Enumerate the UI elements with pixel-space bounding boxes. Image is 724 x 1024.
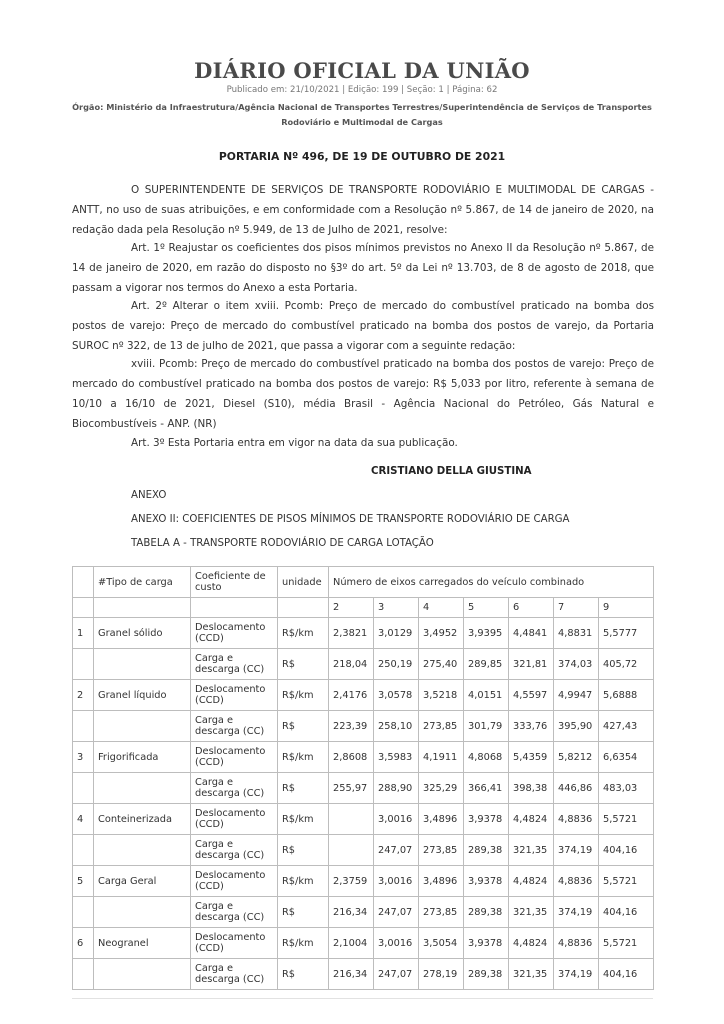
coefficient-value: 4,8831 bbox=[554, 618, 599, 649]
cost-coefficient: Deslocamento (CCD) bbox=[191, 742, 278, 773]
cargo-type bbox=[94, 835, 191, 866]
unit: R$ bbox=[278, 649, 329, 680]
coefficient-value: 3,0016 bbox=[374, 866, 419, 897]
unit: R$ bbox=[278, 959, 329, 990]
coefficient-value: 273,85 bbox=[419, 897, 464, 928]
table-header-row bbox=[73, 567, 654, 598]
row-number: 6 bbox=[73, 928, 94, 959]
coefficient-value: 2,3821 bbox=[329, 618, 374, 649]
coefficient-value: 4,8836 bbox=[554, 866, 599, 897]
coefficient-value: 5,5721 bbox=[599, 928, 654, 959]
coefficient-value: 321,81 bbox=[509, 649, 554, 680]
coefficient-value: 3,4896 bbox=[419, 804, 464, 835]
coefficient-value: 405,72 bbox=[599, 649, 654, 680]
coefficient-value: 275,40 bbox=[419, 649, 464, 680]
row-number bbox=[73, 773, 94, 804]
cost-coefficient: Carga e descarga (CC) bbox=[191, 897, 278, 928]
coefficient-value: 374,19 bbox=[554, 897, 599, 928]
coefficient-value: 5,5721 bbox=[599, 804, 654, 835]
coefficient-value: 3,0578 bbox=[374, 680, 419, 711]
coefficient-value: 288,90 bbox=[374, 773, 419, 804]
coefficient-value: 301,79 bbox=[464, 711, 509, 742]
cargo-type bbox=[94, 773, 191, 804]
coefficient-value: 247,07 bbox=[374, 835, 419, 866]
coefficient-value: 3,9378 bbox=[464, 804, 509, 835]
unit: R$/km bbox=[278, 804, 329, 835]
axle-count: 2 bbox=[329, 598, 374, 618]
axle-count: 4 bbox=[419, 598, 464, 618]
table-row bbox=[73, 897, 654, 928]
coefficient-value: 3,4896 bbox=[419, 866, 464, 897]
cargo-type bbox=[94, 711, 191, 742]
coefficient-value: 333,76 bbox=[509, 711, 554, 742]
coefficient-value: 366,41 bbox=[464, 773, 509, 804]
table-row bbox=[73, 649, 654, 680]
cost-coefficient: Carga e descarga (CC) bbox=[191, 773, 278, 804]
coefficient-value: 250,19 bbox=[374, 649, 419, 680]
coefficient-value: 5,4359 bbox=[509, 742, 554, 773]
coefficient-value: 4,4824 bbox=[509, 928, 554, 959]
coefficient-value: 247,07 bbox=[374, 897, 419, 928]
axle-count: 5 bbox=[464, 598, 509, 618]
unit: R$ bbox=[278, 711, 329, 742]
table-row bbox=[73, 711, 654, 742]
coefficient-value: 4,4824 bbox=[509, 804, 554, 835]
axle-count: 3 bbox=[374, 598, 419, 618]
coefficient-value: 5,5777 bbox=[599, 618, 654, 649]
axles-blank bbox=[191, 598, 278, 618]
coefficient-value: 3,5218 bbox=[419, 680, 464, 711]
signer-name: CRISTIANO DELLA GIUSTINA bbox=[371, 466, 532, 477]
coefficient-value: 446,86 bbox=[554, 773, 599, 804]
coefficient-value: 3,0129 bbox=[374, 618, 419, 649]
coefficient-value: 3,4952 bbox=[419, 618, 464, 649]
row-number: 2 bbox=[73, 680, 94, 711]
table-row bbox=[73, 618, 654, 649]
unit: R$/km bbox=[278, 742, 329, 773]
coefficient-value: 3,5983 bbox=[374, 742, 419, 773]
axle-count: 6 bbox=[509, 598, 554, 618]
axles-blank bbox=[278, 598, 329, 618]
coefficient-value: 404,16 bbox=[599, 835, 654, 866]
table-row bbox=[73, 680, 654, 711]
coefficient-value: 289,38 bbox=[464, 897, 509, 928]
table-row bbox=[73, 742, 654, 773]
coefficient-value: 321,35 bbox=[509, 959, 554, 990]
axle-count: 9 bbox=[599, 598, 654, 618]
cost-coefficient: Carga e descarga (CC) bbox=[191, 959, 278, 990]
table-row bbox=[73, 773, 654, 804]
page-divider bbox=[72, 998, 653, 999]
row-number: 4 bbox=[73, 804, 94, 835]
axles-blank bbox=[94, 598, 191, 618]
cost-coefficient: Carga e descarga (CC) bbox=[191, 711, 278, 742]
cargo-type: Carga Geral bbox=[94, 866, 191, 897]
unit: R$ bbox=[278, 835, 329, 866]
unit: R$/km bbox=[278, 680, 329, 711]
coefficient-value: 4,8836 bbox=[554, 804, 599, 835]
cost-coefficient: Deslocamento (CCD) bbox=[191, 866, 278, 897]
coefficient-value: 4,9947 bbox=[554, 680, 599, 711]
coefficient-value: 258,10 bbox=[374, 711, 419, 742]
coefficient-value: 2,4176 bbox=[329, 680, 374, 711]
cargo-type bbox=[94, 897, 191, 928]
coefficient-value: 255,97 bbox=[329, 773, 374, 804]
article-1-paragraph: Art. 1º Reajustar os coeficientes dos pisos mínimos previstos no Anexo II da Resolução nº 5.867, de 14 de janeiro de 2020, em razão do disposto no §3º do art. 5º da Lei nº 13.703, de 8 de agosto de 2018, que passam a vigorar nos termos do Anexo a esta Portaria. bbox=[72, 242, 654, 294]
anexo-ii-title: ANEXO II: COEFICIENTES DE PISOS MÍNIMOS DE TRANSPORTE RODOVIÁRIO DE CARGA bbox=[131, 514, 570, 525]
coefficient-value: 4,4824 bbox=[509, 866, 554, 897]
portaria-title: PORTARIA Nº 496, DE 19 DE OUTUBRO DE 2021 bbox=[218, 150, 506, 163]
coefficient-value: 404,16 bbox=[599, 959, 654, 990]
cargo-type: Conteinerizada bbox=[94, 804, 191, 835]
table-row bbox=[73, 866, 654, 897]
coefficient-value: 3,0016 bbox=[374, 928, 419, 959]
coefficient-value: 216,34 bbox=[329, 959, 374, 990]
table-row bbox=[73, 835, 654, 866]
unit: R$/km bbox=[278, 866, 329, 897]
cost-coefficient: Deslocamento (CCD) bbox=[191, 928, 278, 959]
cargo-type: Frigorificada bbox=[94, 742, 191, 773]
table-axles-row bbox=[73, 598, 654, 618]
header-tipo: #Tipo de carga bbox=[94, 567, 191, 598]
coefficient-value: 218,04 bbox=[329, 649, 374, 680]
orgao-line: Órgão: Ministério da Infraestrutura/Agência Nacional de Transportes Terrestres/Superintendência de Serviços de Transportes Rodoviário e Multimodal de Cargas bbox=[72, 102, 652, 127]
coefficient-value: 5,5721 bbox=[599, 866, 654, 897]
preamble-paragraph: O SUPERINTENDENTE DE SERVIÇOS DE TRANSPORTE RODOVIÁRIO E MULTIMODAL DE CARGAS - ANTT, no uso de suas atribuições, e em conformidade com a Resolução nº 5.867, de 14 de janeiro de 2020, na redação dada pela Resolução nº 5.949, de 13 de Julho de 2021, resolve: bbox=[72, 184, 654, 236]
unit: R$ bbox=[278, 897, 329, 928]
coefficient-value: 398,38 bbox=[509, 773, 554, 804]
article-3-paragraph: Art. 3º Esta Portaria entra em vigor na data da sua publicação. bbox=[131, 437, 458, 449]
axle-count: 7 bbox=[554, 598, 599, 618]
coefficient-value: 321,35 bbox=[509, 897, 554, 928]
header-unidade: unidade bbox=[278, 567, 329, 598]
coefficient-value: 5,6888 bbox=[599, 680, 654, 711]
coefficient-value: 6,6354 bbox=[599, 742, 654, 773]
coefficient-value: 427,43 bbox=[599, 711, 654, 742]
tabela-a-title: TABELA A - TRANSPORTE RODOVIÁRIO DE CARGA LOTAÇÃO bbox=[131, 538, 434, 549]
coefficient-value: 325,29 bbox=[419, 773, 464, 804]
coefficient-value: 374,19 bbox=[554, 835, 599, 866]
cargo-type bbox=[94, 959, 191, 990]
row-number: 1 bbox=[73, 618, 94, 649]
coefficient-value bbox=[329, 835, 374, 866]
coefficient-value: 5,8212 bbox=[554, 742, 599, 773]
coefficient-value: 289,85 bbox=[464, 649, 509, 680]
coefficient-value: 3,9395 bbox=[464, 618, 509, 649]
coefficient-value: 4,4841 bbox=[509, 618, 554, 649]
coefficient-value: 3,5054 bbox=[419, 928, 464, 959]
cargo-type: Granel líquido bbox=[94, 680, 191, 711]
coefficient-value: 4,8068 bbox=[464, 742, 509, 773]
coefficient-value: 2,3759 bbox=[329, 866, 374, 897]
coefficient-value: 4,5597 bbox=[509, 680, 554, 711]
cost-coefficient: Deslocamento (CCD) bbox=[191, 680, 278, 711]
article-2-paragraph: Art. 2º Alterar o item xviii. Pcomb: Preço de mercado do combustível praticado na bomba dos postos de varejo: Preço de mercado do combustível praticado na bomba dos postos de varejo, da Portaria SUROC nº 322, de 13 de julho de 2021, que passa a vigorar com a seguinte redação: bbox=[72, 300, 654, 352]
coefficient-value: 2,8608 bbox=[329, 742, 374, 773]
coefficient-value: 395,90 bbox=[554, 711, 599, 742]
coefficient-value: 247,07 bbox=[374, 959, 419, 990]
row-number bbox=[73, 835, 94, 866]
coefficient-value: 4,1911 bbox=[419, 742, 464, 773]
coefficient-value: 289,38 bbox=[464, 835, 509, 866]
row-number bbox=[73, 897, 94, 928]
axles-blank bbox=[73, 598, 94, 618]
coefficients-table bbox=[72, 566, 654, 990]
coefficient-value: 3,9378 bbox=[464, 866, 509, 897]
cargo-type bbox=[94, 649, 191, 680]
row-number bbox=[73, 649, 94, 680]
coefficient-value bbox=[329, 804, 374, 835]
coefficient-value: 374,19 bbox=[554, 959, 599, 990]
cost-coefficient: Carga e descarga (CC) bbox=[191, 835, 278, 866]
unit: R$/km bbox=[278, 928, 329, 959]
publication-info: Publicado em: 21/10/2021 | Edição: 199 | Seção: 1 | Página: 62 bbox=[226, 85, 498, 95]
coefficient-value: 278,19 bbox=[419, 959, 464, 990]
coefficient-value: 404,16 bbox=[599, 897, 654, 928]
cost-coefficient: Carga e descarga (CC) bbox=[191, 649, 278, 680]
coefficient-value: 321,35 bbox=[509, 835, 554, 866]
header-num bbox=[73, 567, 94, 598]
cargo-type: Neogranel bbox=[94, 928, 191, 959]
row-number: 5 bbox=[73, 866, 94, 897]
coefficient-value: 374,03 bbox=[554, 649, 599, 680]
coefficient-value: 4,0151 bbox=[464, 680, 509, 711]
row-number bbox=[73, 711, 94, 742]
coefficient-value: 216,34 bbox=[329, 897, 374, 928]
unit: R$ bbox=[278, 773, 329, 804]
coefficient-value: 273,85 bbox=[419, 835, 464, 866]
coefficient-value: 289,38 bbox=[464, 959, 509, 990]
coefficient-value: 4,8836 bbox=[554, 928, 599, 959]
row-number: 3 bbox=[73, 742, 94, 773]
table-row bbox=[73, 959, 654, 990]
cost-coefficient: Deslocamento (CCD) bbox=[191, 804, 278, 835]
coefficient-value: 223,39 bbox=[329, 711, 374, 742]
coefficient-value: 483,03 bbox=[599, 773, 654, 804]
coefficient-value: 2,1004 bbox=[329, 928, 374, 959]
row-number bbox=[73, 959, 94, 990]
coefficient-value: 3,9378 bbox=[464, 928, 509, 959]
unit: R$/km bbox=[278, 618, 329, 649]
cost-coefficient: Deslocamento (CCD) bbox=[191, 618, 278, 649]
coefficient-value: 3,0016 bbox=[374, 804, 419, 835]
cargo-type: Granel sólido bbox=[94, 618, 191, 649]
item-xviii-paragraph: xviii. Pcomb: Preço de mercado do combustível praticado na bomba dos postos de varejo: Preço de mercado do combustível praticado na bomba dos postos de varejo: R$ 5,033 por litro, referente à semana de 10/10 a 16/10 de 2021, Diesel (S10), média Brasil - Agência Nacional do Petróleo, Gás Natural e Biocombustíveis - ANP. (NR) bbox=[72, 358, 654, 430]
anexo-heading: ANEXO bbox=[131, 490, 167, 501]
table-row bbox=[73, 928, 654, 959]
header-eixos: Número de eixos carregados do veículo combinado bbox=[329, 567, 654, 598]
coefficient-value: 273,85 bbox=[419, 711, 464, 742]
header-coef: Coeficiente de custo bbox=[191, 567, 278, 598]
masthead-title: DIÁRIO OFICIAL DA UNIÃO bbox=[194, 58, 530, 83]
table-row bbox=[73, 804, 654, 835]
